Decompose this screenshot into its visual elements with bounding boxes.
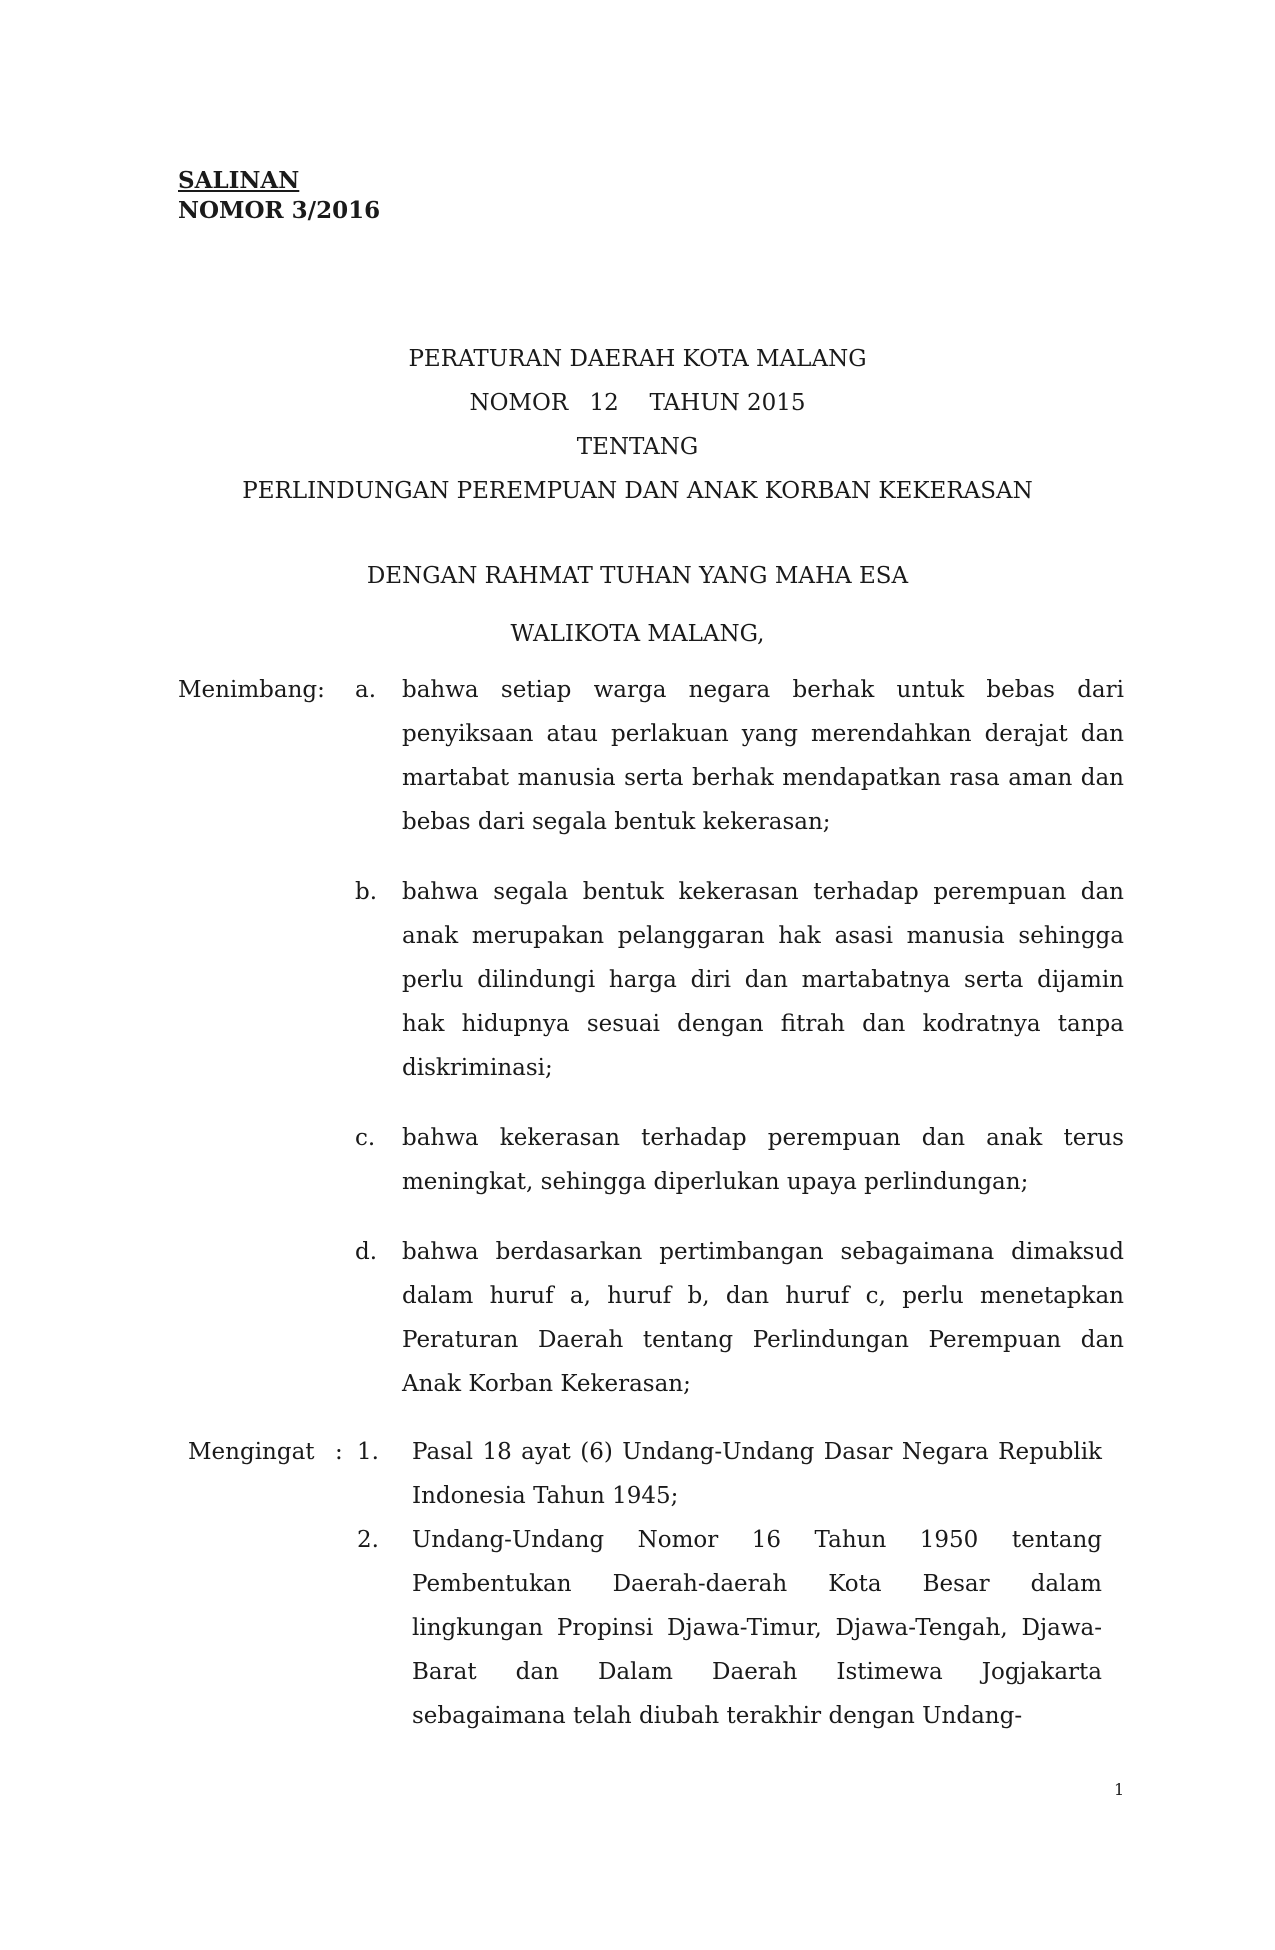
salinan-number: NOMOR 3/2016 — [178, 197, 381, 224]
menimbang-text-d: bahwa berdasarkan pertimbangan sebagaimana dimaksud dalam huruf a, huruf b, dan huruf c, perlu menetapkan Peraturan Daerah tentang Perlindungan Perempuan dan Anak Korban Kekerasan; — [402, 1239, 1124, 1397]
menimbang-text-a: bahwa setiap warga negara berhak untuk bebas dari penyiksaan atau perlakuan yang merendahkan derajat dan martabat manusia serta berhak mendapatkan rasa aman dan bebas dari segala bentuk kekerasan; — [402, 677, 1124, 835]
menimbang-label: Menimbang: — [178, 677, 325, 703]
page-number: 1 — [1114, 1780, 1125, 1799]
menimbang-marker-c: c. — [355, 1125, 376, 1151]
title-subject: PERLINDUNGAN PEREMPUAN DAN ANAK KORBAN KEKERASAN — [242, 478, 1033, 504]
tahun-value: TAHUN 2015 — [649, 390, 806, 416]
menimbang-marker-d: d. — [355, 1239, 378, 1265]
salinan-label: SALINAN — [178, 167, 300, 194]
menimbang-marker-a: a. — [355, 677, 377, 703]
title-line1: PERATURAN DAERAH KOTA MALANG — [408, 346, 867, 372]
mengingat-marker-1: 1. — [357, 1439, 379, 1465]
mengingat-colon: : — [335, 1439, 343, 1465]
mengingat-label: Mengingat — [188, 1439, 315, 1465]
nomor-label: NOMOR — [469, 390, 569, 416]
menimbang-marker-b: b. — [355, 879, 378, 905]
menimbang-text-c: bahwa kekerasan terhadap perempuan dan anak terus meningkat, sehingga diperlukan upaya perlindungan; — [402, 1125, 1124, 1195]
salinan-header — [178, 166, 380, 226]
preamble-walikota: WALIKOTA MALANG, — [510, 621, 765, 647]
menimbang-text-b: bahwa segala bentuk kekerasan terhadap perempuan dan anak merupakan pelanggaran hak asasi manusia sehingga perlu dilindungi harga diri dan martabatnya serta dijamin hak hidupnya sesuai dengan fitrah dan kodratnya tanpa diskriminasi; — [402, 879, 1124, 1081]
title-tentang: TENTANG — [576, 434, 699, 460]
nomor-value: 12 — [589, 390, 619, 416]
preamble-rahmat: DENGAN RAHMAT TUHAN YANG MAHA ESA — [366, 563, 909, 589]
mengingat-text-1: Pasal 18 ayat (6) Undang-Undang Dasar Negara Republik Indonesia Tahun 1945; — [412, 1439, 1102, 1509]
mengingat-text-2: Undang-Undang Nomor 16 Tahun 1950 tentang Pembentukan Daerah-daerah Kota Besar dalam lingkungan Propinsi Djawa-Timur, Djawa-Tengah, Djawa-Barat dan Dalam Daerah Istimewa Jogjakarta sebagaimana telah diubah terakhir dengan Undang- — [412, 1527, 1102, 1729]
regulation-title — [0, 337, 1275, 513]
mengingat-marker-2: 2. — [357, 1527, 379, 1553]
title-nomor-row — [0, 381, 1275, 425]
